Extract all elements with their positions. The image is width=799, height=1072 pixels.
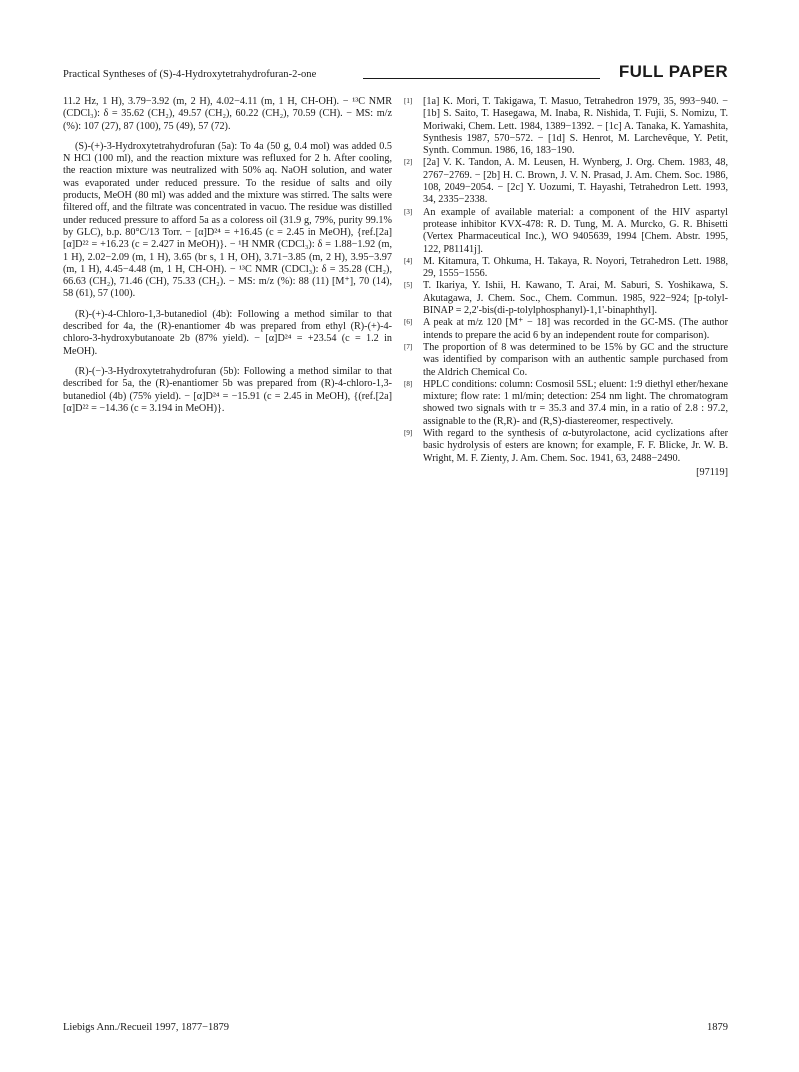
references-column [404,96,728,479]
reference-number: [1] [404,97,413,105]
reference-text: The proportion of 8 was determined to be 15% by GC and the structure was identified by comparison with an authentic sample purchased from the Aldrich Chemical Co. [423,341,728,378]
manuscript-code: [97119] [696,466,728,478]
reference-number: [9] [404,429,413,438]
reference-item [404,157,728,206]
reference-number: [2] [404,158,413,167]
reference-number: [7] [404,342,413,351]
journal-citation: Liebigs Ann./Recueil 1997, 1877−1879 [63,1022,230,1033]
paragraph-compound-4b: (R)-(+)-4-Chloro-1,3-butanediol (4b): Following a method similar to that described for 4a, the (R)-enantiomer 4b was prepared from ethyl (R)-(+)-4-chloro-3-hydroxybutanoate 2b (87% yield). − [α]D²⁴ = +23.54 (c = 1.2 in MeOH). [63,308,392,357]
section-label: FULL PAPER [618,62,728,81]
left-column [63,96,392,423]
paragraph-compound-5a: (S)-(+)-3-Hydroxytetrahydrofuran (5a): To 4a (50 g, 0.4 mol) was added 0.5 N HCl (100 ml), and the reaction mixture was refluxed for 2 h. After cooling, the reaction mixture was neutralized with 50% aq. NaOH solution, and water was evaporated under reduced pressure. To the residue of salts and oily products, MeOH (80 ml) was added and the mixture was stirred. The salts were filtered off, and the filtrate was concentrated in vacuo. The residue was distilled under reduced pressure to afford 5a as a coloress oil (31.9 g, 79%, purity 99.1% by GLC), b.p. 80°C/13 Torr. − [α]D²⁴ = +16.45 (c = 2.45 in MeOH), {ref.[2a] [α]D²² = +16.23 (c = 2.427 in MeOH)}. − ¹H NMR (CDCl₃): δ = 1.88−1.92 (m, 1 H), 2.02−2.09 (m, 1 H), 3.65 (br s, 1 H, OH), 3.71−3.85 (m, 2 H), 3.95−3.97 (m, 1 H), 4.45−4.48 (m, 1 H, CH-OH). − ¹³C NMR (CDCl₃): δ = 35.28 (CH₂), 66.63 (CH₂), 71.46 (CH), 75.33 (CH₂). − MS: m/z (%): 88 (11) [M⁺], 70 (14), 58 (61), 57 (100). [63,140,392,300]
reference-item [404,96,728,157]
paragraph-nmr-data: 11.2 Hz, 1 H), 3.79−3.92 (m, 2 H), 4.02−4.11 (m, 1 H, CH-OH). − ¹³C NMR (CDCl₃): δ = 35.62 (CH₂), 49.57 (CH₂), 60.22 (CH₂), 70.59 (CH). − MS: m/z (%): 107 (27), 87 (100), 75 (49), 57 (72). [63,96,392,132]
paragraph-compound-5b: (R)-(−)-3-Hydroxytetrahydrofuran (5b): Following a method similar to that described for 5a, the (R)-enantiomer 5b was prepared from (R)-4-chloro-1,3-butanediol (4b) (75% yield). − [α]D²⁴ = −15.91 (c = 2.45 in MeOH), {(ref.[2a] [α]D²² = −14.36 (c = 3.194 in MeOH)}. [63,365,392,414]
reference-text: A peak at m/z 120 [M⁺ − 18] was recorded in the GC-MS. (The author intends to prepare the acid 6 by an independent route for comparison). [423,317,728,341]
reference-item [404,280,728,317]
reference-text: HPLC conditions: column: Cosmosil 5SL; eluent: 1:9 diethyl ether/hexane mixture; flow rate: 1 ml/min; detection: 254 nm light. The chromatogram showed two signals with tr = 35.3 and 37.4 min, in a ratio of 2.8 : 97.2, assignable to the (R,R)- and (R,S)-diastereomer, respectively. [423,378,728,427]
reference-number: [4] [404,256,413,265]
reference-item [404,317,728,342]
reference-text: [1a] K. Mori, T. Takigawa, T. Masuo, Tetrahedron 1979, 35, 993−940. − [1b] S. Saito, T. Hasegawa, M. Inaba, R. Nishida, T. Fujii, S. Nomizu, T. Moriwaki, Chem. Lett. 1984, 1389−1392. − [1c] A. Tanaka, K. Yamashita, Synthesis 1987, 570−572. − [1d] S. Henrot, M. Larchevêque, Y. Petit, Synth. Commun. 1986, 16, 183−190. [423,96,728,157]
header-rule [363,78,600,79]
reference-number: [6] [404,318,413,327]
reference-text: With regard to the synthesis of α-butyrolactone, acid cyclizations after basic hydrolysis of esters are known; for example, F. F. Blicke, Jr. W. B. Wright, M. F. Zienty, J. Am. Chem. Soc. 1941, 63, 2488−2490. [423,428,728,464]
reference-item [404,342,728,379]
reference-item [404,256,728,281]
reference-text: An example of available material: a component of the HIV aspartyl protease inhibitor KVX-478: R. D. Tung, M. A. Murcko, G. R. Bhisetti (Vertex Pharmaceutical Inc.), WO 9405639, 1994 [Chem. Abstr. 1995, 122, P81141j]. [423,206,728,255]
reference-item [404,379,728,428]
page-number: 1879 [707,1022,728,1033]
reference-text: [2a] V. K. Tandon, A. M. Leusen, H. Wynberg, J. Org. Chem. 1983, 48, 2767−2769. − [2b] H. C. Brown, J. V. N. Prasad, J. Am. Chem. Soc. 1986, 108, 2049−2054. − [2c] Y. Uozumi, T. Hayashi, Tetrahedron Lett. 1993, 34, 2335−2338. [423,157,728,206]
page-header [63,60,728,82]
reference-item [404,428,728,465]
reference-text: T. Ikariya, Y. Ishii, H. Kawano, T. Arai, M. Saburi, S. Yoshikawa, S. Akutagawa, J. Chem. Soc., Chem. Commun. 1985, 922−924; [p-tolyl-BINAP = 2,2'-bis(di-p-tolylphosphanyl)-1,1'-binaphthyl]. [423,280,728,317]
reference-text: M. Kitamura, T. Ohkuma, H. Takaya, R. Noyori, Tetrahedron Lett. 1988, 29, 1555−1556. [423,255,728,280]
reference-number: [8] [404,379,413,388]
running-title: Practical Syntheses of (S)-4-Hydroxytetrahydrofuran-2-one [63,69,317,80]
reference-number: [5] [404,281,413,290]
reference-number: [3] [404,207,413,216]
reference-item [404,207,728,256]
